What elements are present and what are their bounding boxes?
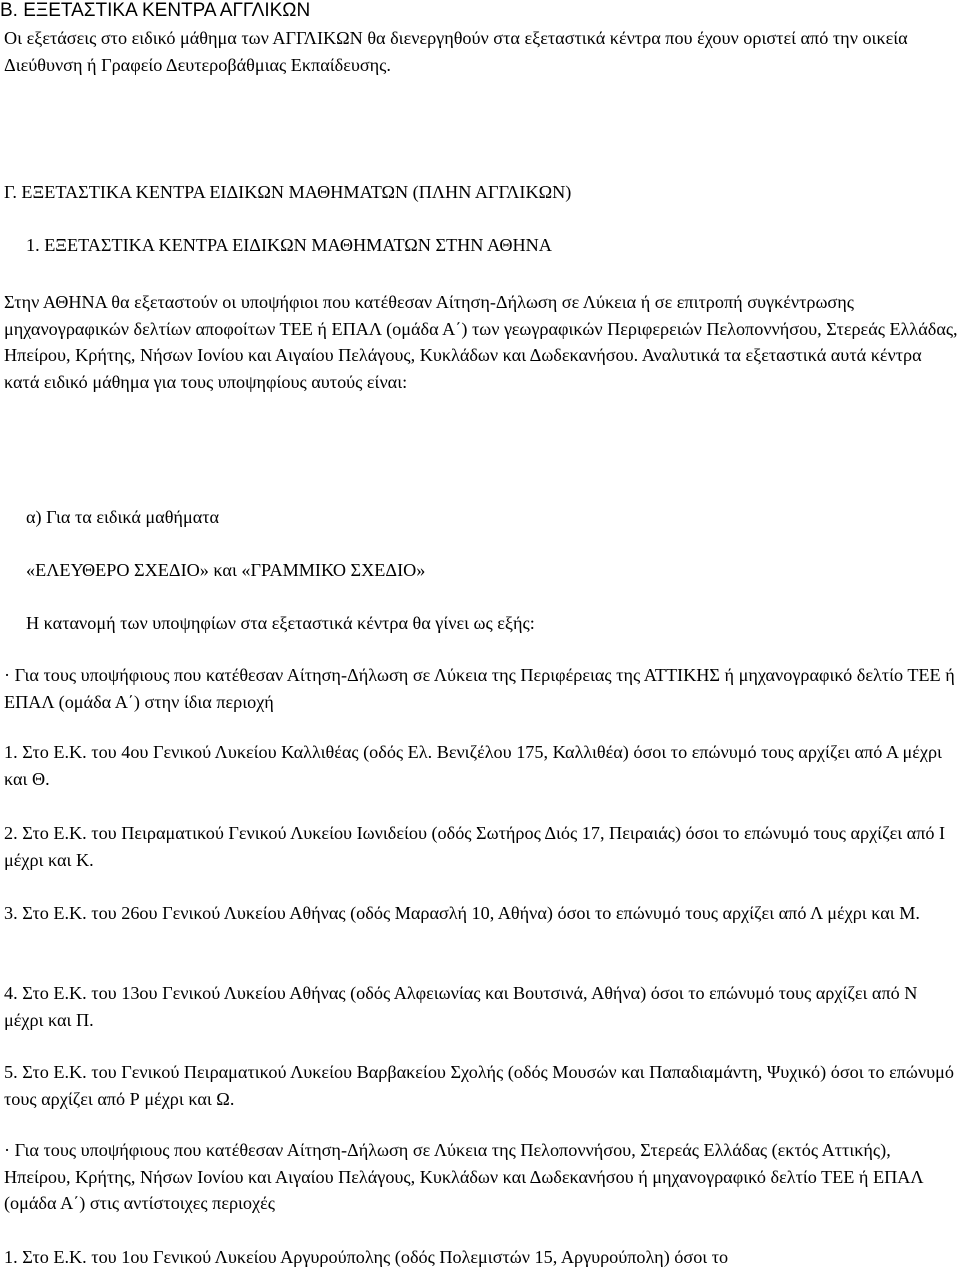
subsection-a-heading: α) Για τα ειδικά μαθήματα bbox=[26, 507, 220, 527]
list-item: 1. Στο Ε.Κ. του 4ου Γενικού Λυκείου Καλλιθέας (οδός Ελ. Βενιζέλου 175, Καλλιθέα) όσοι το επώνυμό τους αρχίζει από Α μέχρι και Θ. bbox=[4, 742, 942, 789]
list-item: 1. Στο Ε.Κ. του 1ου Γενικού Λυκείου Αργυρούπολης (οδός Πολεμιστών 15, Αργυρούπολη) όσοι το bbox=[4, 1247, 729, 1267]
subjects-line: «ΕΛΕΥΘΕΡΟ ΣΧΕΔΙΟ» και «ΓΡΑΜΜΙΚΟ ΣΧΕΔΙΟ» bbox=[26, 560, 426, 580]
athens-subheading: 1. ΕΞΕΤΑΣΤΙΚΑ ΚΕΝΤΡΑ ΕΙΔΙΚΩΝ ΜΑΘΗΜΑΤΩΝ ΣΤΗΝ ΑΘΗΝΑ bbox=[26, 235, 552, 255]
list-item: 3. Στο Ε.Κ. του 26ου Γενικού Λυκείου Αθήνας (οδός Μαρασλή 10, Αθήνα) όσοι το επώνυμό τους αρχίζει από Λ μέχρι και Μ. bbox=[4, 903, 920, 923]
distribution-line: Η κατανομή των υποψηφίων στα εξεταστικά κέντρα θα γίνει ως εξής: bbox=[26, 613, 535, 633]
list-item: 2. Στο Ε.Κ. του Πειραματικού Γενικού Λυκείου Ιωνιδείου (οδός Σωτήρος Διός 17, Πειραιάς) όσοι το επώνυμό τους αρχίζει από Ι μέχρι και Κ. bbox=[4, 823, 946, 870]
section-b-paragraph: Οι εξετάσεις στο ειδικό μάθημα των ΑΓΓΛΙΚΩΝ θα διενεργηθούν στα εξεταστικά κέντρα που έχουν οριστεί από την οικεία Διεύθυνση ή Γραφείο Δευτεροβάθμιας Εκπαίδευσης. bbox=[4, 28, 908, 75]
list-item: 5. Στο Ε.Κ. του Γενικού Πειραματικού Λυκείου Βαρβακείου Σχολής (οδός Μουσών και Παπαδιαμάντη, Ψυχικό) όσοι το επώνυμό τους αρχίζει από Ρ μέχρι και Ω. bbox=[4, 1062, 954, 1109]
regions-bullet: · Για τους υποψήφιους που κατέθεσαν Αίτηση-Δήλωση σε Λύκεια της Πελοποννήσου, Στερεάς Ελλάδας (εκτός Αττικής), Ηπείρου, Κρήτης, Νήσων Ιονίου και Αιγαίου Πελάγους, Κυκλάδων και Δωδεκανήσου ή μηχανογραφικό δελτίο ΤΕΕ ή ΕΠΑΛ (ομάδα Α΄) στις αντίστοιχες περιοχές bbox=[4, 1140, 924, 1213]
attica-bullet: · Για τους υποψήφιους που κατέθεσαν Αίτηση-Δήλωση σε Λύκεια της Περιφέρειας της ΑΤΤΙΚΗΣ ή μηχανογραφικό δελτίο ΤΕΕ ή ΕΠΑΛ (ομάδα Α΄) στην ίδια περιοχή bbox=[4, 665, 955, 712]
section-b-heading: Β. ΕΞΕΤΑΣΤΙΚΑ ΚΕΝΤΡΑ ΑΓΓΛΙΚΩΝ bbox=[0, 0, 311, 21]
list-item: 4. Στο Ε.Κ. του 13ου Γενικού Λυκείου Αθήνας (οδός Αλφειωνίας και Βουτσινά, Αθήνα) όσοι το επώνυμό τους αρχίζει από Ν μέχρι και Π. bbox=[4, 983, 918, 1030]
section-c-heading: Γ. ΕΞΕΤΑΣΤΙΚΑ ΚΕΝΤΡΑ ΕΙΔΙΚΩΝ ΜΑΘΗΜΑΤΩΝ (ΠΛΗΝ ΑΓΓΛΙΚΩΝ) bbox=[4, 182, 572, 202]
athens-intro-paragraph: Στην ΑΘΗΝΑ θα εξεταστούν οι υποψήφιοι που κατέθεσαν Αίτηση-Δήλωση σε Λύκεια ή σε επιτροπή συγκέντρωσης μηχανογραφικών δελτίων αποφοίτων ΤΕΕ ή ΕΠΑΛ (ομάδα Α΄) των γεωγραφικών Περιφερειών Πελοποννήσου, Στερεάς Ελλάδας, Ηπείρου, Κρήτης, Νήσων Ιονίου και Αιγαίου Πελάγους, Κυκλάδων και Δωδεκανήσου. Αναλυτικά τα εξεταστικά αυτά κέντρα κατά ειδικό μάθημα για τους υποψηφίους αυτούς είναι: bbox=[4, 292, 958, 392]
